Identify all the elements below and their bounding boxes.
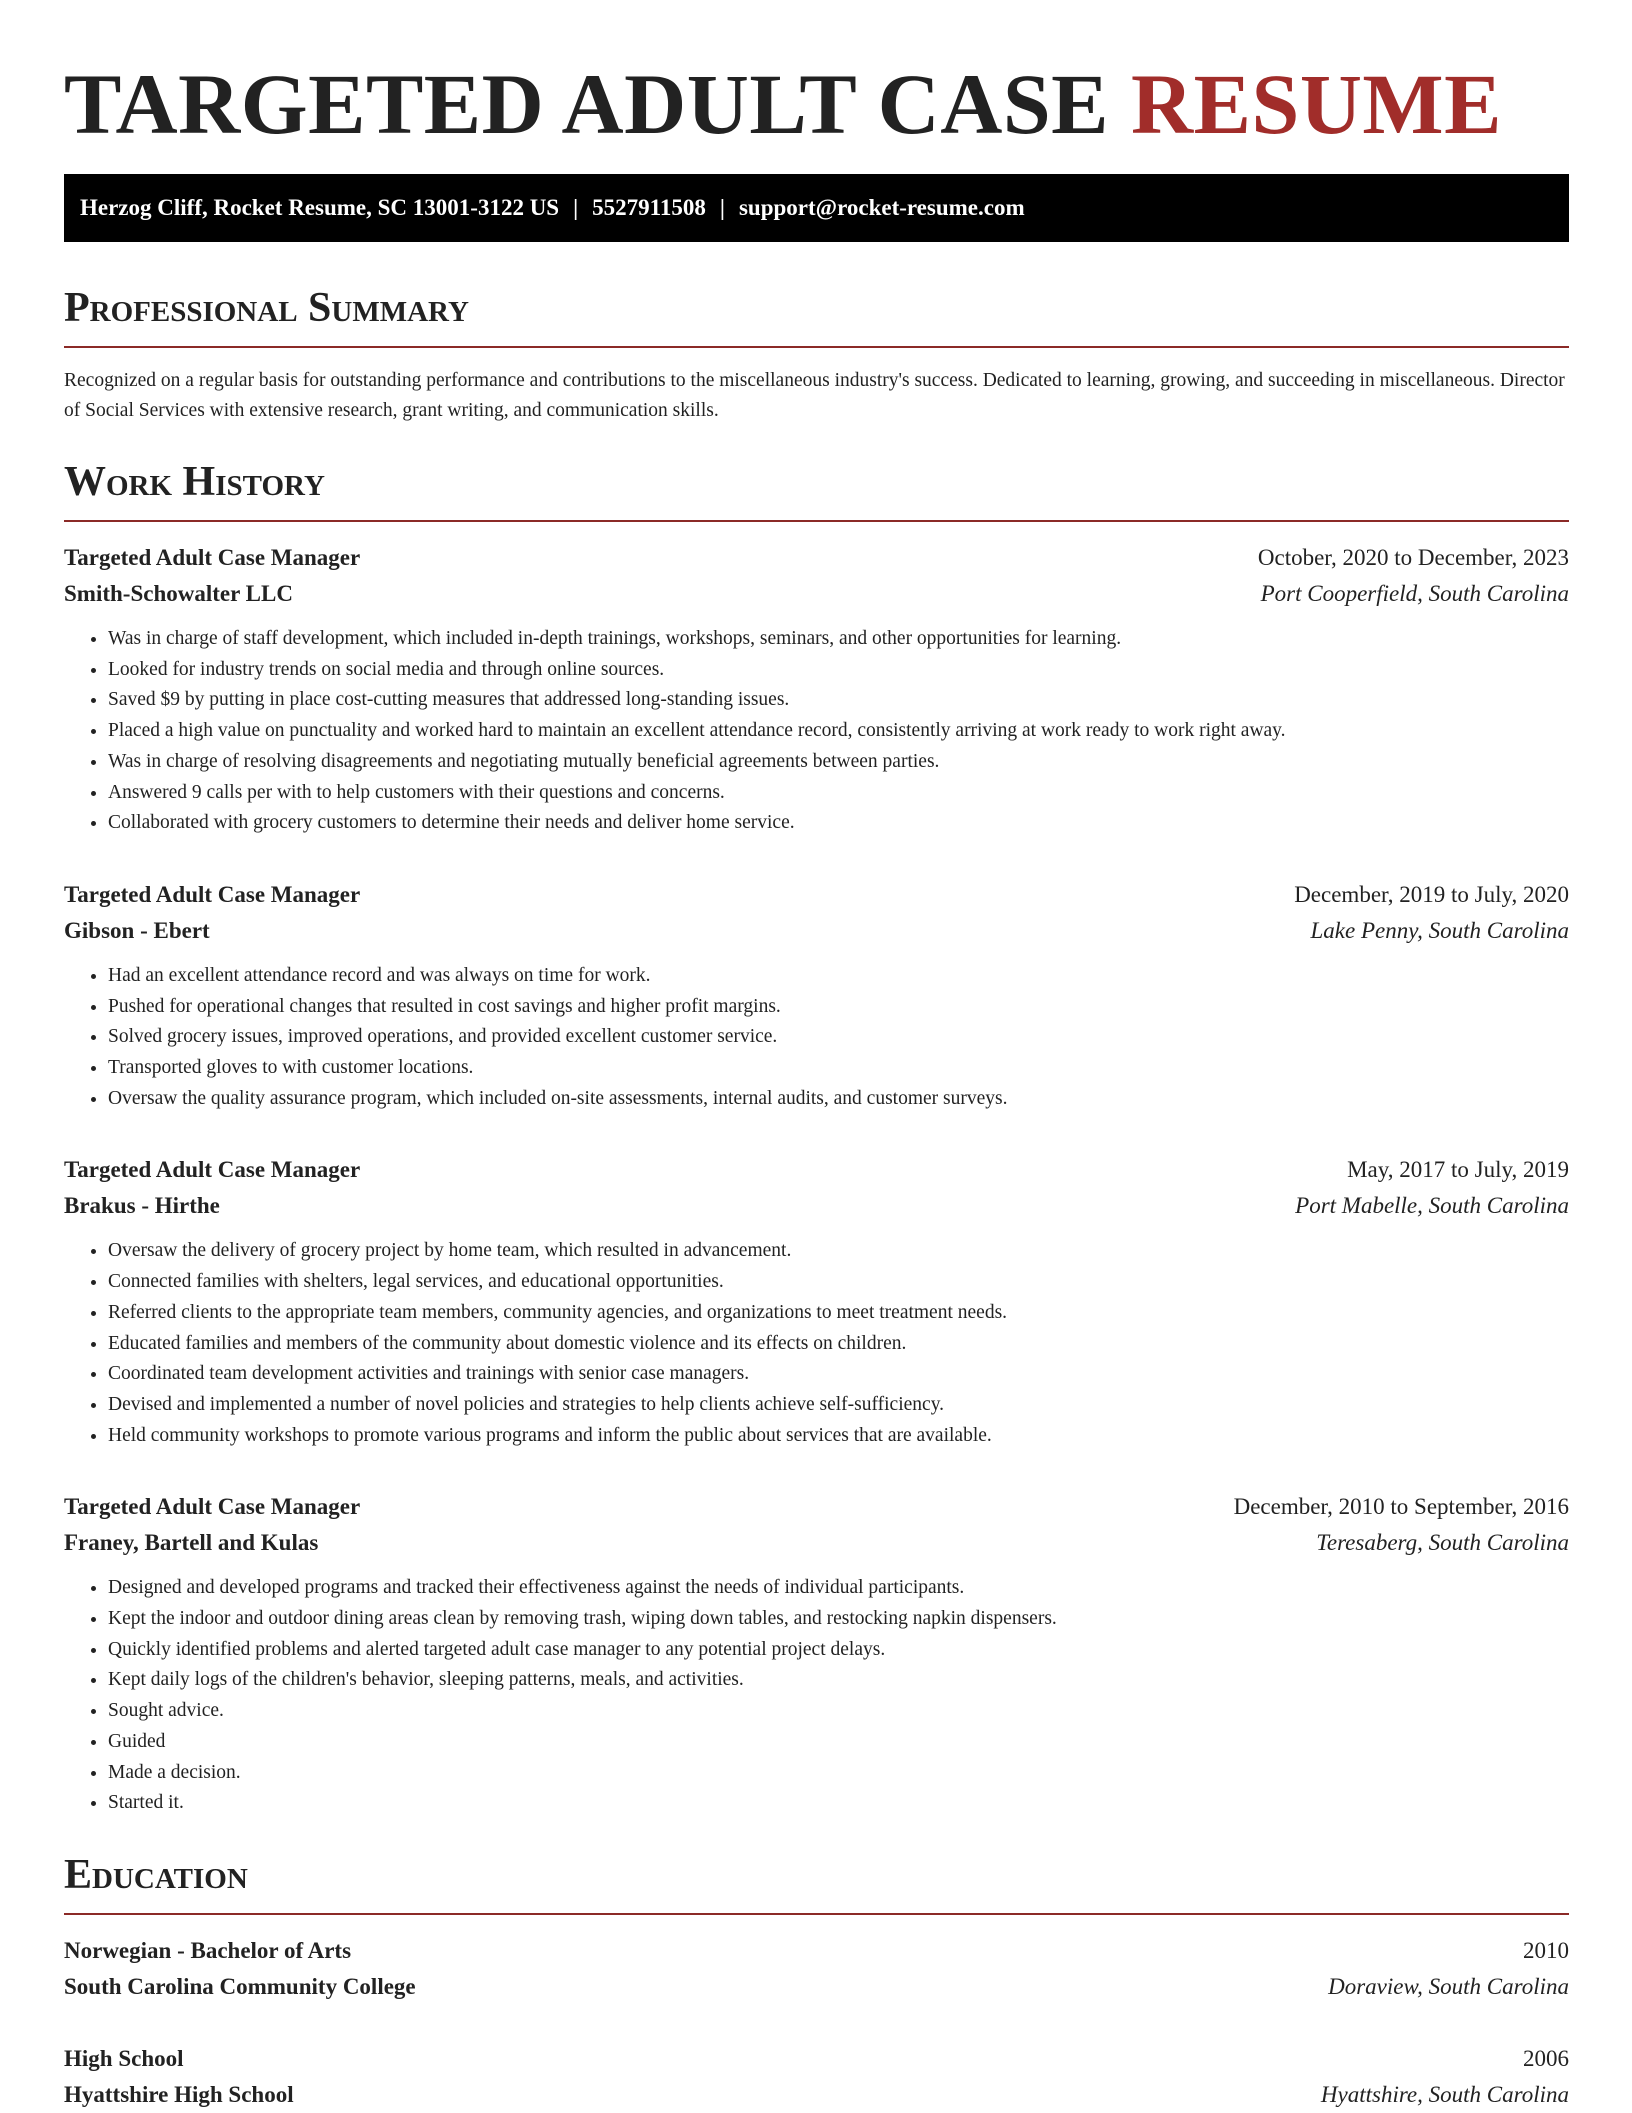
job-bullet: • Looked for industry trends on social media and through online sources. [108,655,1569,686]
contact-address: Herzog Cliff, Rocket Resume, SC 13001-3122 US [80,195,560,220]
job-bullet: • Devised and implemented a number of novel policies and strategies to help clients achieve self-sufficiency. [108,1390,1569,1421]
title-main: TARGETED ADULT CASE [64,56,1132,152]
job-dates: October, 2020 to December, 2023 [1257,545,1569,570]
job-bullet: • Held community workshops to promote various programs and inform the public about services that are available. [108,1421,1569,1452]
job-bullet: • Kept the indoor and outdoor dining areas clean by removing trash, wiping down tables, and restocking napkin dispensers. [108,1604,1569,1635]
job-location: Port Mabelle, South Carolina [1295,1193,1569,1219]
contact-bar [64,174,1569,242]
work-history-heading: Work History [64,458,1569,522]
job-title: Targeted Adult Case Manager [64,545,361,570]
contact-phone: 5527911508 [592,195,706,220]
education-school: South Carolina Community College [64,1973,416,1999]
education-degree: High School [64,2045,184,2071]
job-bullet: • Oversaw the delivery of grocery project by home team, which resulted in advancement. [108,1236,1569,1267]
job-location: Teresaberg, South Carolina [1316,1530,1569,1556]
contact-separator: | [573,195,579,220]
education-section [64,1851,1569,2113]
job-header-row [64,540,1569,576]
job-bullet: • Was in charge of staff development, which included in-depth trainings, workshops, seminars, and other opportunities for learning. [108,624,1569,655]
education-degree: Norwegian - Bachelor of Arts [64,1937,352,1963]
job-bullet: • Placed a high value on punctuality and worked hard to maintain an excellent attendance record, consistently arriving at work ready to work right away. [108,716,1569,747]
education-entry [64,2041,1569,2113]
job-bullet: • Connected families with shelters, legal services, and educational opportunities. [108,1267,1569,1298]
job-bullet: • Coordinated team development activities and trainings with senior case managers. [108,1359,1569,1390]
job-title: Targeted Adult Case Manager [64,1494,361,1520]
education-year: 2006 [1523,2045,1569,2071]
job-title: Targeted Adult Case Manager [64,881,361,907]
job-bullet: • Kept daily logs of the children's behavior, sleeping patterns, meals, and activities. [108,1665,1569,1696]
job-company-row [64,576,1569,612]
job-entry [64,1152,1569,1451]
education-school-row [64,1969,1569,2005]
job-company-row [64,913,1569,949]
education-year: 2010 [1523,1937,1569,1963]
job-location: Port Cooperfield, South Carolina [1260,581,1569,606]
job-entry [64,877,1569,1115]
job-bullet: • Answered 9 calls per with to help customers with their questions and concerns. [108,778,1569,809]
resume-title [64,0,1569,150]
job-bullet: • Designed and developed programs and tracked their effectiveness against the needs of individual participants. [108,1573,1569,1604]
job-dates: May, 2017 to July, 2019 [1347,1157,1569,1183]
job-bullet: • Was in charge of resolving disagreements and negotiating mutually beneficial agreements between parties. [108,747,1569,778]
education-school-row [64,2077,1569,2113]
job-bullets [64,1573,1569,1819]
education-location: Doraview, South Carolina [1328,1973,1569,1999]
job-bullet: • Sought advice. [108,1696,1569,1727]
summary-text: Recognized on a regular basis for outstanding performance and contributions to the miscellaneous industry's success. Dedicated to learning, growing, and succeeding in miscellaneous. Director of Social Services with extensive research, grant writing, and communication skills. [64,370,1565,421]
job-dates: December, 2010 to September, 2016 [1233,1494,1569,1520]
job-entry [64,1489,1569,1819]
contact-separator: | [719,195,725,220]
job-company: Smith-Schowalter LLC [64,581,293,606]
education-heading: Education [64,1851,1569,1915]
education-entry [64,1933,1569,2005]
job-header-row [64,1152,1569,1188]
summary-heading: Professional Summary [64,284,1569,348]
job-bullet: • Guided [108,1727,1569,1758]
job-bullet: • Referred clients to the appropriate team members, community agencies, and organizations to meet treatment needs. [108,1298,1569,1329]
resume-page [64,0,1569,2113]
job-bullets [64,961,1569,1115]
education-school: Hyattshire High School [64,2081,294,2107]
contact-email: support@rocket-resume.com [738,195,1025,220]
job-bullet: • Saved $9 by putting in place cost-cutting measures that addressed long-standing issues. [108,685,1569,716]
job-company-row [64,1188,1569,1224]
work-history-section [64,458,1569,1819]
education-degree-row [64,1933,1569,1969]
job-entry [64,540,1569,839]
title-accent: RESUME [1131,56,1502,152]
summary-section [64,284,1569,426]
job-bullet: • Made a decision. [108,1758,1569,1789]
job-bullets [64,1236,1569,1451]
job-company-row [64,1525,1569,1561]
job-company: Franey, Bartell and Kulas [64,1530,319,1556]
job-bullet: • Collaborated with grocery customers to determine their needs and deliver home service. [108,808,1569,839]
job-bullet: • Quickly identified problems and alerted targeted adult case manager to any potential project delays. [108,1635,1569,1666]
job-company: Gibson - Ebert [64,917,210,943]
job-company: Brakus - Hirthe [64,1193,220,1219]
job-bullets [64,624,1569,839]
job-bullet: • Solved grocery issues, improved operations, and provided excellent customer service. [108,1022,1569,1053]
education-degree-row [64,2041,1569,2077]
job-bullet: • Educated families and members of the community about domestic violence and its effects on children. [108,1329,1569,1360]
job-location: Lake Penny, South Carolina [1310,917,1569,943]
job-dates: December, 2019 to July, 2020 [1294,881,1569,907]
education-location: Hyattshire, South Carolina [1320,2081,1569,2107]
job-header-row [64,1489,1569,1525]
job-bullet: • Had an excellent attendance record and was always on time for work. [108,961,1569,992]
job-bullet: • Transported gloves to with customer locations. [108,1053,1569,1084]
job-bullet: • Started it. [108,1788,1569,1819]
job-bullet: • Pushed for operational changes that resulted in cost savings and higher profit margins. [108,992,1569,1023]
job-bullet: • Oversaw the quality assurance program, which included on-site assessments, internal audits, and customer surveys. [108,1084,1569,1115]
job-title: Targeted Adult Case Manager [64,1157,361,1183]
job-header-row [64,877,1569,913]
